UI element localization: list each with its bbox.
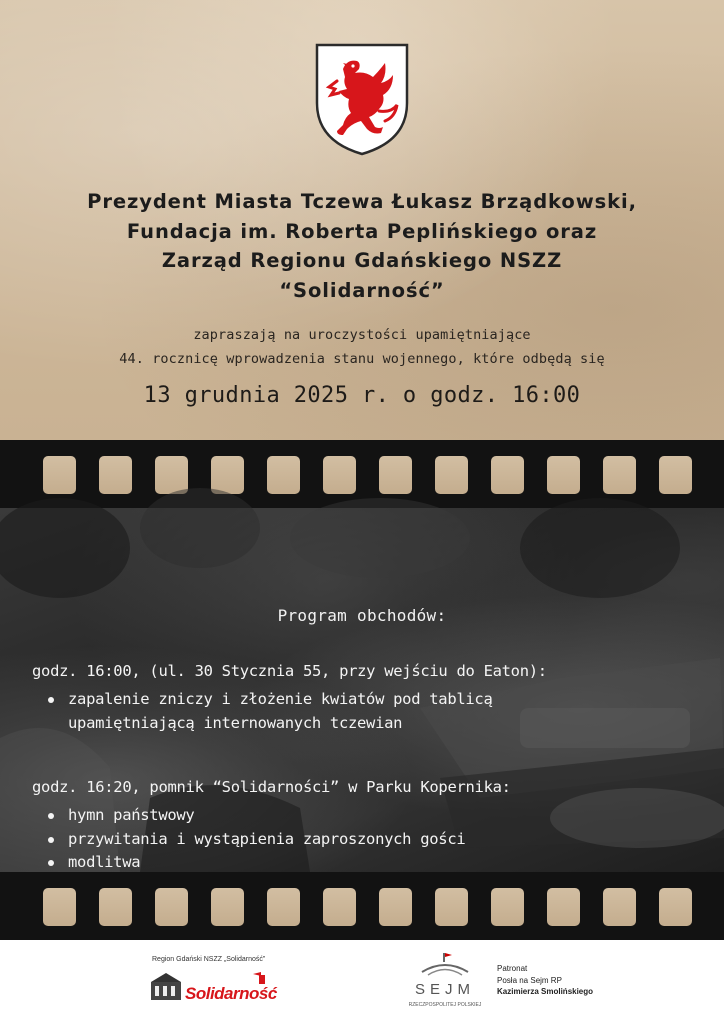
film-strip [0,440,724,940]
title-line: Prezydent Miasta Tczewa Łukasz Brządkowski, [87,190,637,213]
list-item: modlitwa [46,851,465,875]
sejm-subtext: RZECZPOSPOLITEJ POLSKIEJ [408,1002,482,1008]
patron-line: Patronat [497,964,528,973]
footer [0,940,724,1024]
film-perforation [211,888,244,926]
section-list [46,688,493,735]
film-perforation [43,456,76,494]
griffin-crest-icon [313,41,411,157]
film-perforations-top [0,440,724,508]
film-perforation [323,888,356,926]
title-line: “Solidarność” [279,278,445,302]
film-perforation [155,456,188,494]
background-photo [0,508,724,872]
film-perforation [547,888,580,926]
title-line: Zarząd Regionu Gdańskiego NSZZ [161,249,563,272]
sejm-logo-icon [402,950,488,1012]
film-perforation [659,888,692,926]
invite-line: 44. rocznicę wprowadzenia stanu wojennego, które odbędą się [119,351,605,367]
film-perforation [267,888,300,926]
film-perforation [603,888,636,926]
film-perforation [435,456,468,494]
invite-line: zapraszają na uroczystości upamiętniające [193,327,531,343]
title-line: Fundacja im. Roberta Peplińskiego oraz [126,219,598,243]
film-perforation [267,456,300,494]
film-perforations-bottom [0,872,724,940]
event-datetime: 13 grudnia 2025 r. o godz. 16:00 [143,383,581,408]
patronage-text [497,963,593,998]
solidarnosc-wordmark: Solidarność [185,984,277,1003]
list-item: hymn państwowy [46,804,465,828]
list-item: zapalenie zniczy i złożenie kwiatów pod tablicą [46,688,493,712]
invitation-text [0,323,724,371]
section-heading: godz. 16:00, (ul. 30 Stycznia 55, przy wejściu do Eaton): [32,662,547,680]
film-perforation [155,888,188,926]
film-perforation [99,456,132,494]
bullet-icon [48,837,54,843]
film-perforation [491,888,524,926]
film-perforation [659,456,692,494]
film-perforation [603,456,636,494]
solidarnosc-caption: Region Gdański NSZZ „Solidarność” [152,956,266,963]
patron-line: Posła na Sejm RP [497,975,562,985]
list-item-continuation: upamiętniającą internowanych tczewian [68,713,403,732]
sejm-wordmark: SEJM [414,981,476,998]
bullet-icon [48,813,54,819]
section-heading: godz. 16:20, pomnik “Solidarności” w Parku Kopernika: [32,778,511,796]
organizers-title [0,187,724,305]
film-perforation [323,456,356,494]
film-perforation [435,888,468,926]
list-item: przywitania i wystąpienia zaproszonych gości [46,828,465,852]
bullet-icon [48,860,54,866]
parchment-header [0,0,724,440]
film-perforation [547,456,580,494]
bullet-icon [48,697,54,703]
film-perforation [43,888,76,926]
film-perforation [211,456,244,494]
film-perforation [379,456,412,494]
film-perforation [491,456,524,494]
solidarnosc-logo-icon [149,970,281,1006]
patron-name: Kazimierza Smolińskiego [497,987,594,996]
program-title: Program obchodów: [277,606,447,625]
film-perforation [379,888,412,926]
film-perforation [99,888,132,926]
